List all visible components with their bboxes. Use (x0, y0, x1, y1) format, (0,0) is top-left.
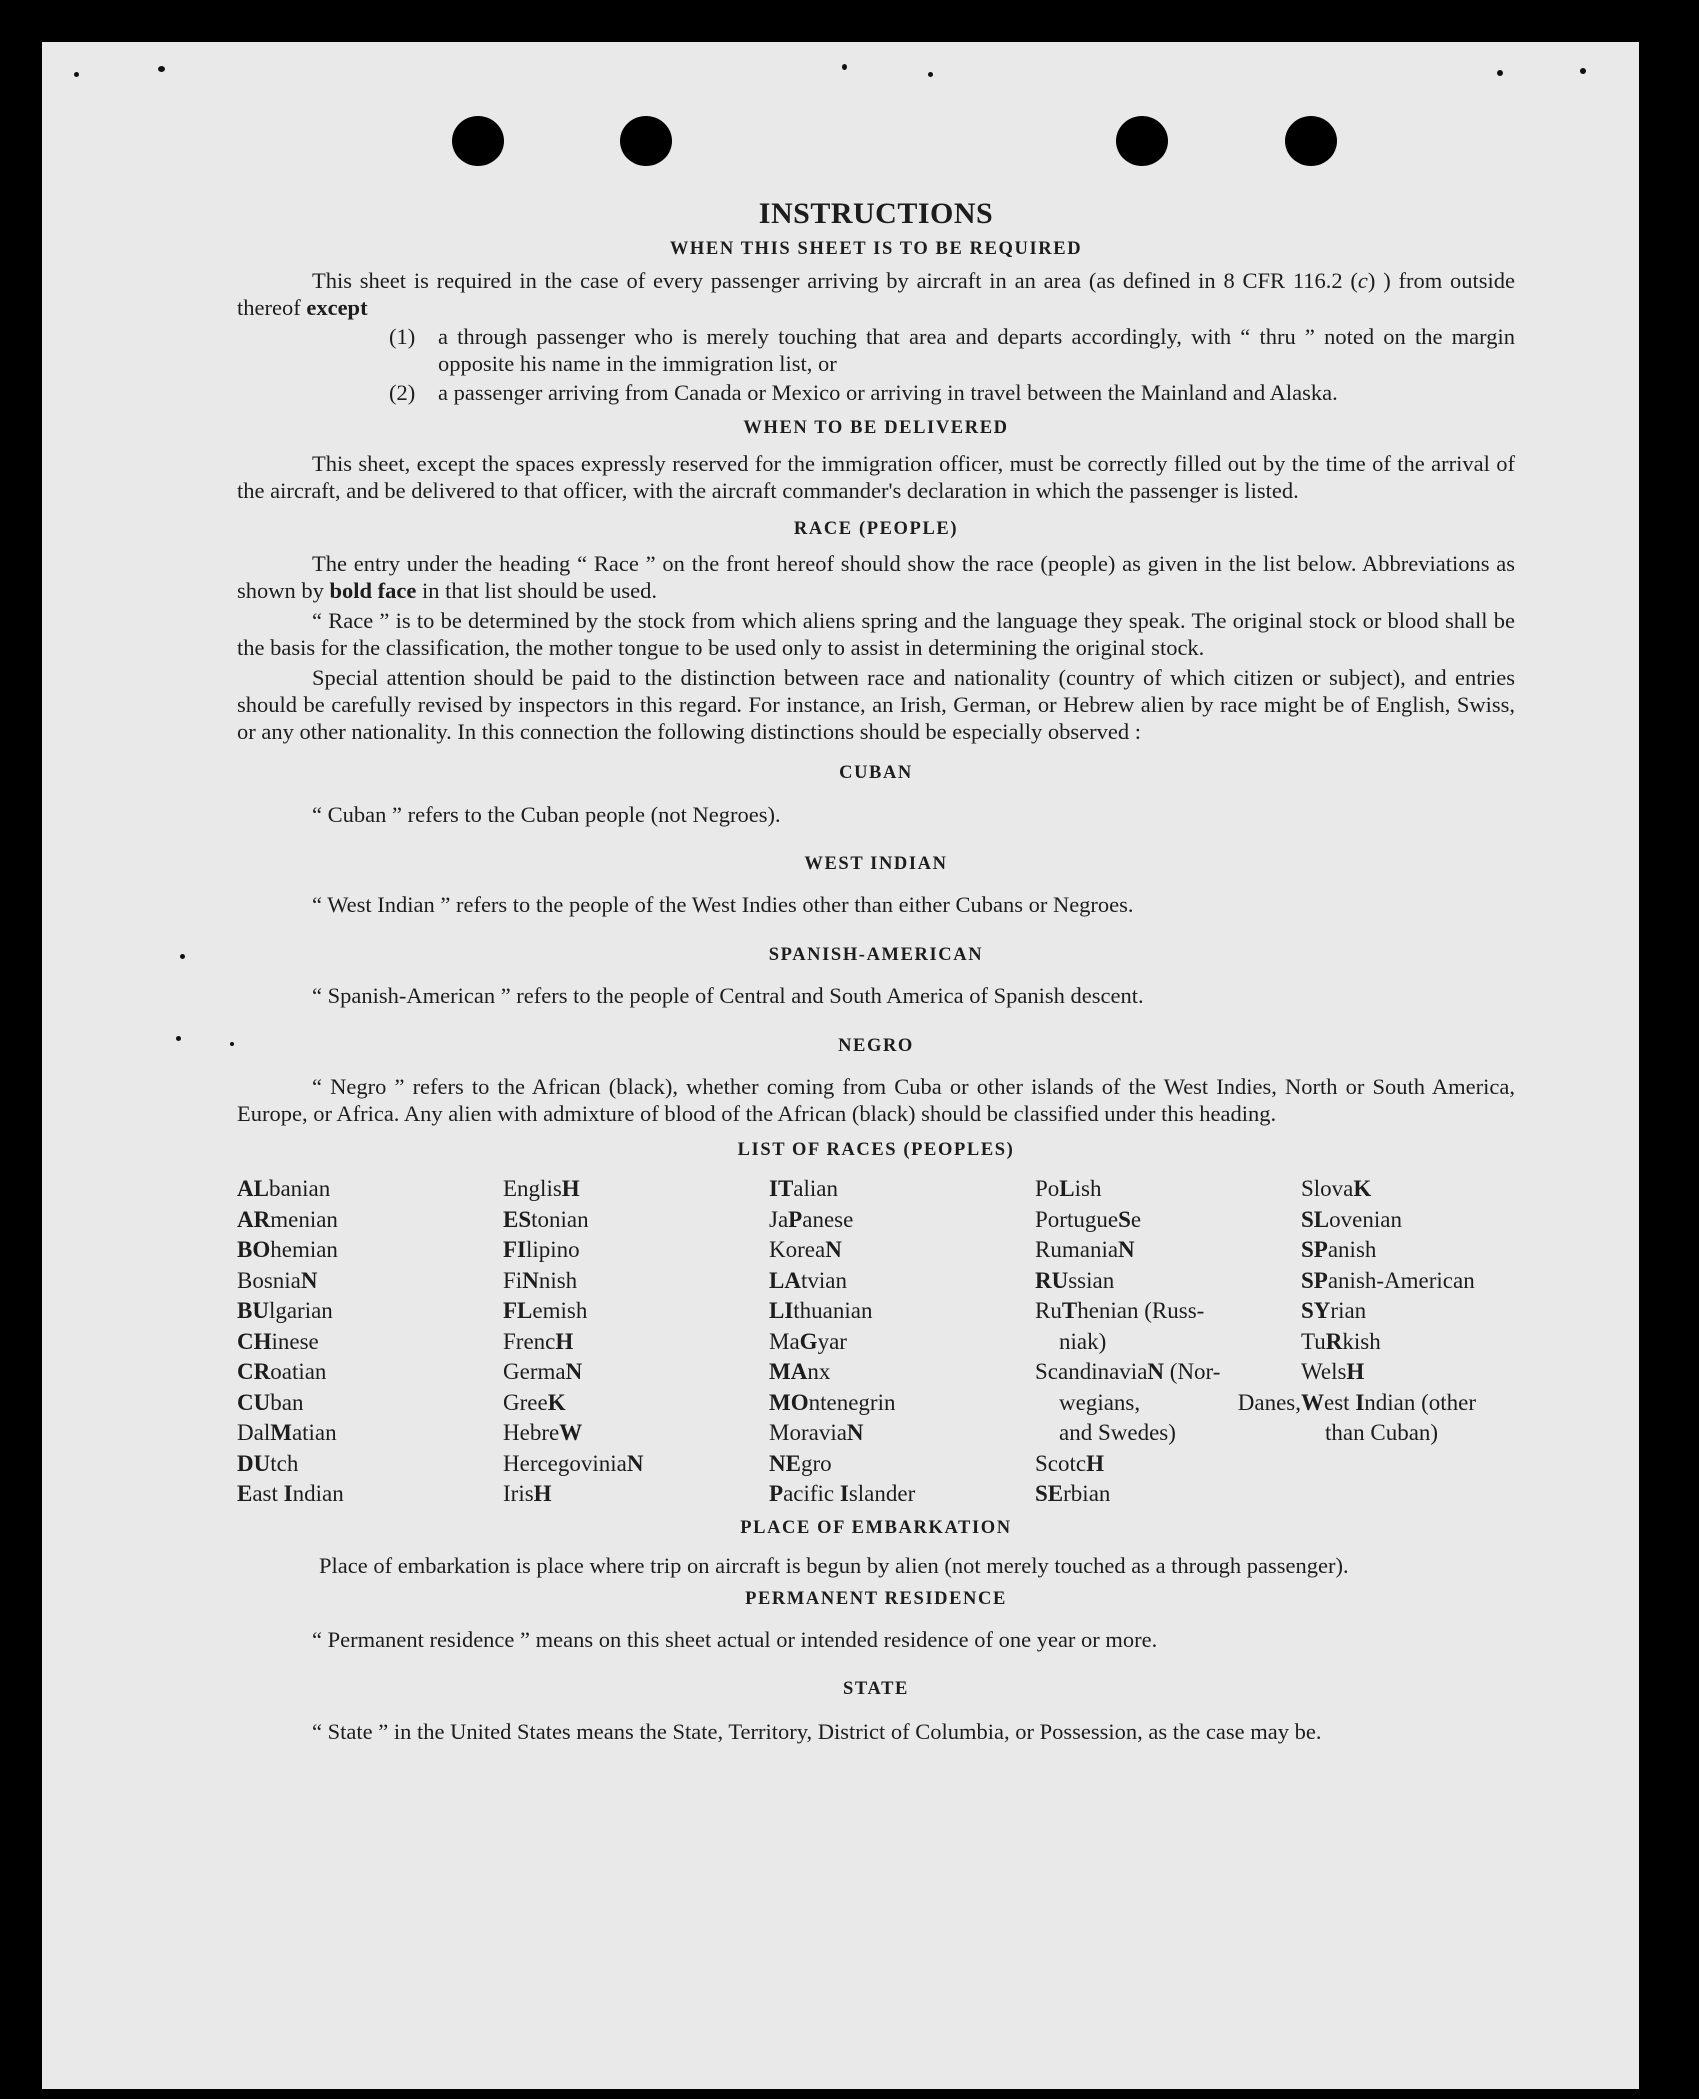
race-entry: ScotcH (1035, 1450, 1104, 1476)
race-entry: MOntenegrin (769, 1389, 896, 1415)
speck (176, 1036, 181, 1041)
race-entry: GreeK (503, 1389, 566, 1415)
paragraph: “ Race ” is to be determined by the stock from which aliens spring and the language they speak. The original stock or blood shall be the basis for the classification, the mother tongue to be used only to assist in determining the original stock. (237, 608, 1515, 660)
race-entry: NEgro (769, 1450, 832, 1476)
speck (842, 64, 847, 70)
race-entry: BUlgarian (237, 1298, 333, 1323)
speck (74, 72, 79, 77)
paragraph: This sheet, except the spaces expressly reserved for the immigration officer, must be correctly filled out by the time of the arrival of the aircraft, and be delivered to that officer, with the aircraft commander's declaration in which the passenger is listed. (237, 451, 1515, 503)
instructions-body (237, 196, 1515, 1748)
paragraph: “ Spanish-American ” refers to the people of Central and South America of Spanish descent. (312, 983, 1144, 1008)
race-entry: FLemish (503, 1298, 588, 1323)
race-entry: ITalian (769, 1176, 838, 1201)
paragraph: “ Negro ” refers to the African (black), whether coming from Cuba or other islands of the West Indies, North or South America, Europe, or Africa. Any alien with admixture of blood of the African (black) should be classified under this heading. (237, 1074, 1515, 1126)
race-entry: West Indian (other (1301, 1389, 1477, 1415)
section-heading: WEST INDIAN (804, 854, 948, 874)
paragraph: “ Permanent residence ” means on this sheet actual or intended residence of one year or more. (312, 1626, 1158, 1652)
race-entry: wegians, Danes, (1059, 1389, 1301, 1415)
races-column (1035, 1174, 1301, 1510)
race-entry: ScandinaviaN (Nor- (1035, 1359, 1221, 1384)
page-title: INSTRUCTIONS (758, 197, 994, 230)
races-column (503, 1174, 769, 1510)
race-entry: LAtvian (769, 1267, 847, 1293)
race-entry: IrisH (503, 1481, 552, 1506)
list-item: (1) a through passenger who is merely touching that area and departs accordingly, with “ thru ” noted on the margin opposite his name in the immigration list, or (389, 324, 1515, 376)
section-heading: CUBAN (839, 763, 913, 783)
race-entry: than Cuban) (1325, 1420, 1439, 1445)
race-entry: WelsH (1301, 1359, 1365, 1384)
race-entry: BosniaN (237, 1267, 318, 1293)
punch-hole (620, 116, 672, 166)
race-entry: RUssian (1035, 1267, 1115, 1293)
section-heading: STATE (843, 1678, 909, 1699)
race-entry: HercegoviniaN (503, 1450, 644, 1476)
speck (230, 1042, 234, 1046)
race-entry: TuRkish (1301, 1328, 1381, 1354)
section-heading: SPANISH-AMERICAN (768, 945, 984, 965)
race-entry: JaPanese (769, 1206, 854, 1232)
race-entry: ARmenian (237, 1206, 338, 1232)
section-heading: WHEN THIS SHEET IS TO BE REQUIRED (669, 239, 1083, 259)
race-entry: MoraviaN (769, 1420, 864, 1445)
race-entry: East Indian (237, 1481, 344, 1506)
race-entry: DUtch (237, 1450, 299, 1476)
race-entry: LIthuanian (769, 1298, 873, 1323)
race-entry: ALbanian (237, 1176, 331, 1201)
race-entry: GermaN (503, 1359, 583, 1384)
races-list (237, 1174, 1515, 1510)
race-entry: MaGyar (769, 1328, 847, 1354)
section-heading: RACE (PEOPLE) (793, 519, 959, 539)
races-column (237, 1174, 503, 1510)
speck (158, 66, 165, 72)
section-heading: NEGRO (838, 1036, 914, 1056)
punch-hole (1285, 116, 1337, 166)
speck (180, 954, 185, 959)
paragraph: The entry under the heading “ Race ” on the front hereof should show the race (people) as given in the list below. Abbreviations as shown by bold face in that list should be used. (237, 551, 1515, 603)
race-entry: Pacific Islander (769, 1481, 916, 1506)
race-entry: SlovaK (1301, 1176, 1372, 1201)
section-heading: LIST OF RACES (PEOPLES) (737, 1140, 1015, 1160)
race-entry: niak) (1059, 1328, 1107, 1354)
punch-hole (1116, 116, 1168, 166)
race-entry: PoLish (1035, 1176, 1102, 1201)
race-entry: CUban (237, 1389, 304, 1415)
paragraph: “ Cuban ” refers to the Cuban people (not Negroes). (312, 802, 781, 827)
section-heading: PERMANENT RESIDENCE (745, 1588, 1007, 1609)
race-entry: CRoatian (237, 1359, 327, 1384)
punch-hole (452, 116, 504, 166)
paragraph: Special attention should be paid to the distinction between race and nationality (country of which citizen or subject), and entries should be carefully revised by inspectors in this regard. For instance, an Irish, German, or Hebrew alien by race might be of English, Swiss, or any other nationality. In this connection the following distinctions should be especially observed : (237, 665, 1515, 744)
paragraph: This sheet is required in the case of every passenger arriving by aircraft in an area (as defined in 8 CFR 116.2 (c) ) from outside thereof except (237, 268, 1516, 320)
race-entry: FIlipino (503, 1237, 580, 1262)
list-item: (2) a passenger arriving from Canada or Mexico or arriving in travel between the Mainland and Alaska. (389, 380, 1338, 405)
race-entry: RuThenian (Russ- (1035, 1298, 1205, 1323)
race-entry: SPanish-American (1301, 1267, 1475, 1293)
document-page (42, 42, 1639, 2089)
race-entry: HebreW (503, 1420, 583, 1445)
race-entry: BOhemian (237, 1237, 338, 1262)
race-entry: EnglisH (503, 1176, 580, 1201)
paragraph: Place of embarkation is place where trip on aircraft is begun by alien (not merely touched as a through passenger). (319, 1552, 1349, 1578)
speck (928, 72, 933, 77)
race-entry: FiNnish (503, 1267, 578, 1293)
race-entry: and Swedes) (1059, 1420, 1176, 1445)
speck (1580, 68, 1586, 74)
races-column (769, 1174, 1035, 1510)
race-entry: SPanish (1301, 1237, 1377, 1262)
paragraph: “ West Indian ” refers to the people of the West Indies other than either Cubans or Negroes. (312, 892, 1134, 917)
speck (1497, 70, 1503, 76)
race-entry: SErbian (1035, 1481, 1111, 1506)
paragraph: “ State ” in the United States means the State, Territory, District of Columbia, or Possession, as the case may be. (312, 1718, 1322, 1744)
race-entry: MAnx (769, 1359, 831, 1384)
section-heading: PLACE OF EMBARKATION (740, 1517, 1012, 1538)
race-entry: SLovenian (1301, 1206, 1402, 1232)
race-entry: CHinese (237, 1328, 319, 1354)
race-entry: PortugueSe (1035, 1206, 1142, 1232)
race-entry: KoreaN (769, 1237, 842, 1262)
section-heading: WHEN TO BE DELIVERED (743, 418, 1009, 438)
race-entry: DalMatian (237, 1420, 337, 1445)
races-column (1301, 1174, 1515, 1510)
race-entry: RumaniaN (1035, 1237, 1135, 1262)
race-entry: SYrian (1301, 1298, 1367, 1323)
race-entry: FrencH (503, 1328, 574, 1354)
race-entry: EStonian (503, 1206, 589, 1232)
